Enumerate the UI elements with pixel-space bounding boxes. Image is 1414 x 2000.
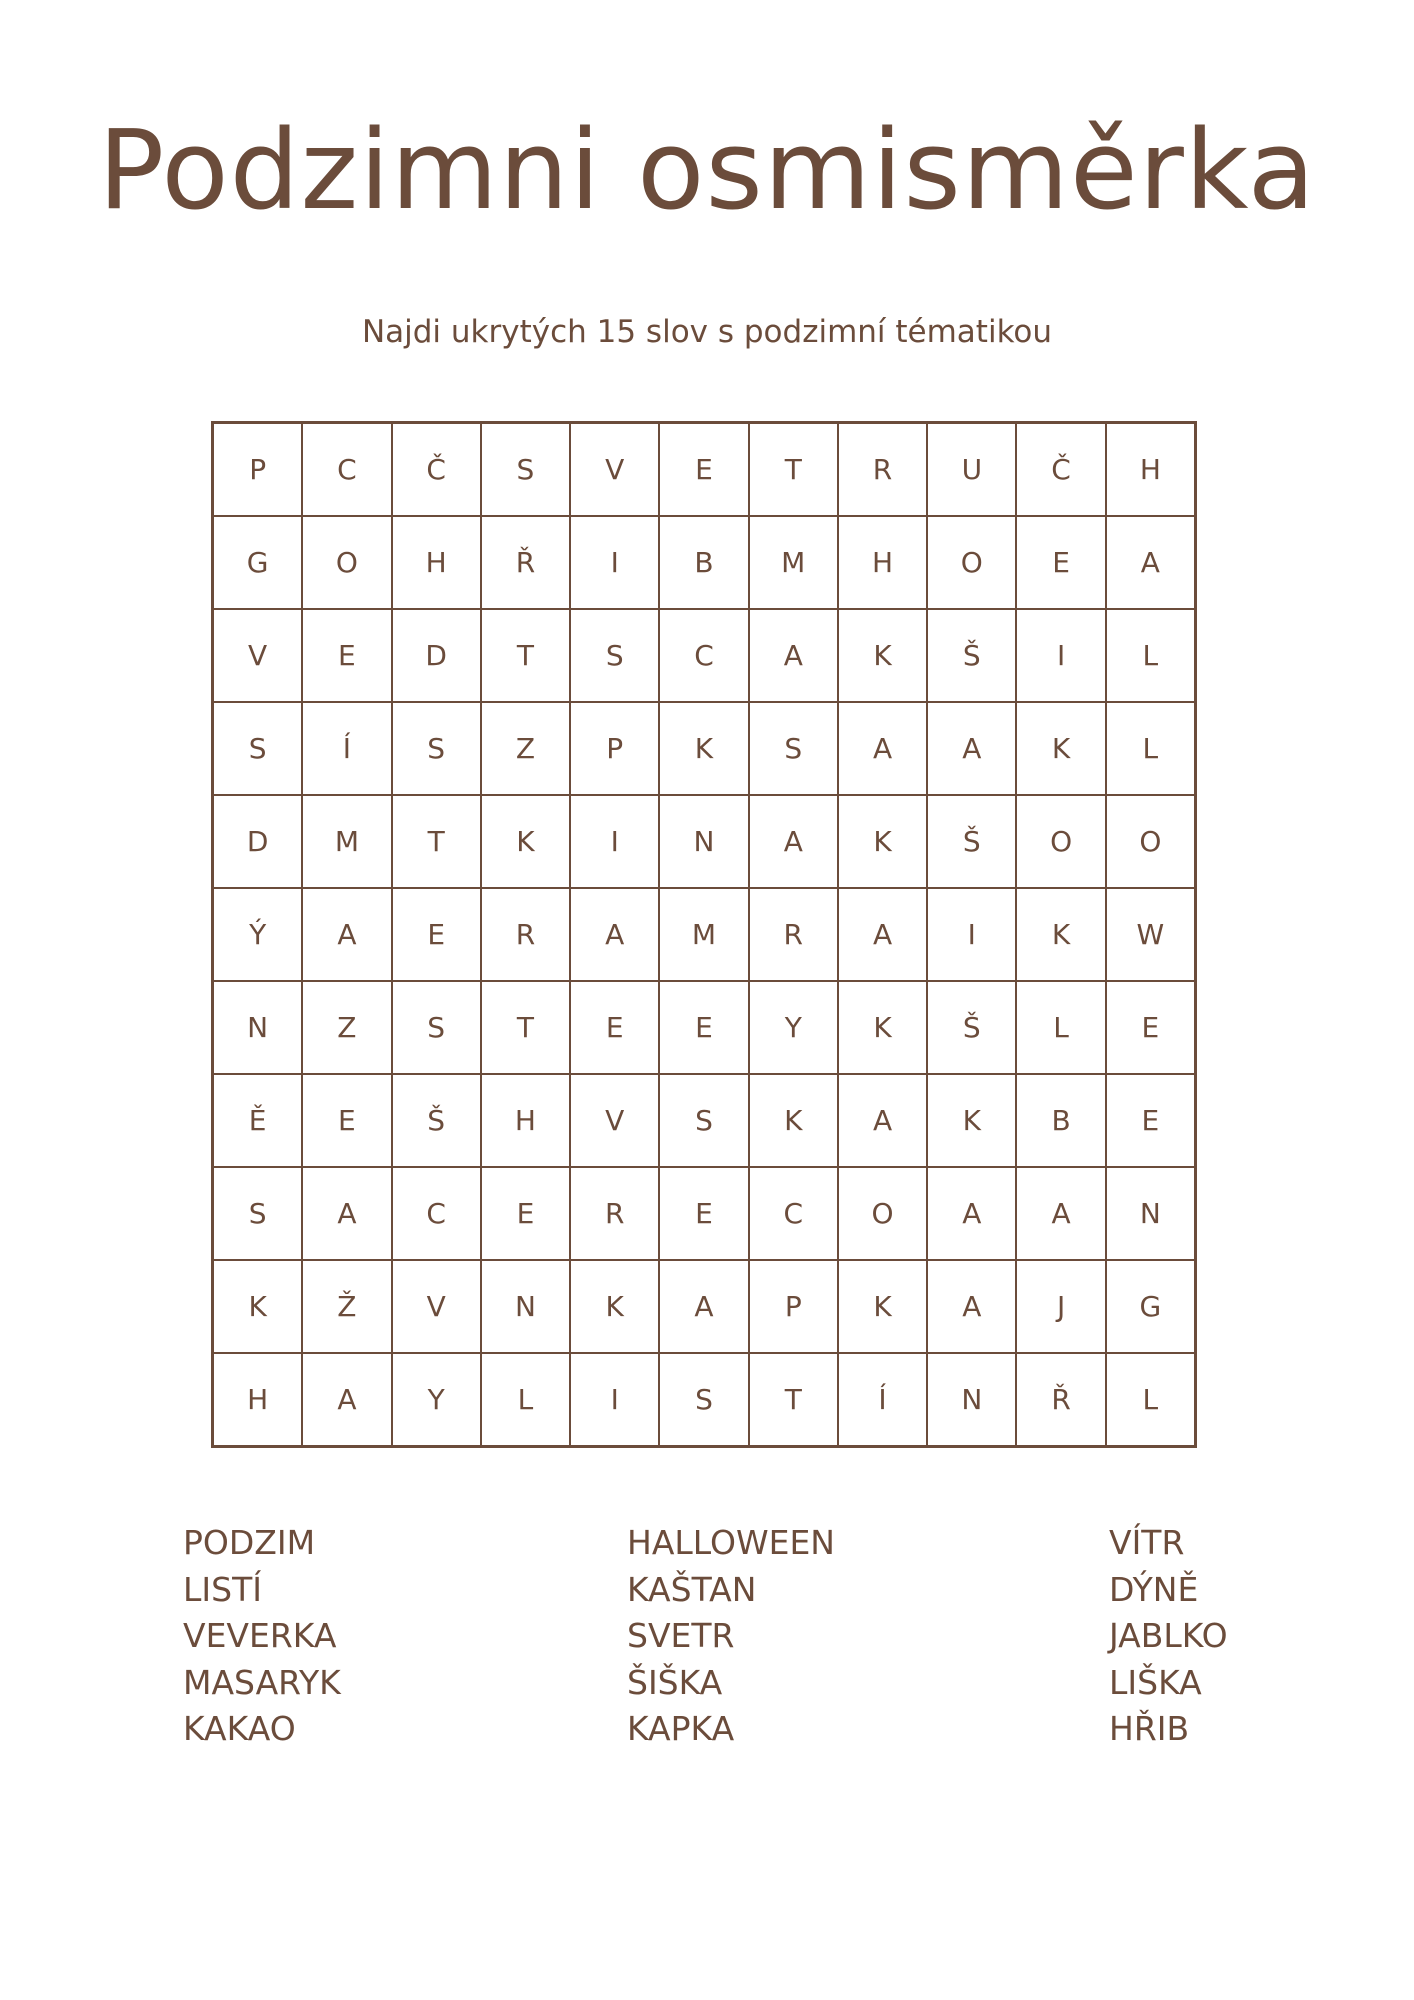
- grid-cell: I: [1016, 609, 1105, 702]
- grid-cell: H: [392, 516, 481, 609]
- grid-cell: S: [481, 423, 570, 516]
- grid-cell: T: [392, 795, 481, 888]
- grid-cell: K: [659, 702, 748, 795]
- grid-cell: K: [838, 1260, 927, 1353]
- grid-cell: T: [481, 609, 570, 702]
- grid-cell: Ě: [213, 1074, 302, 1167]
- grid-cell: N: [1106, 1167, 1195, 1260]
- grid-cell: K: [838, 609, 927, 702]
- grid-cell: E: [570, 981, 659, 1074]
- word-item: MASARYK: [183, 1662, 341, 1702]
- grid-cell: Ř: [1016, 1353, 1105, 1446]
- grid-cell: V: [392, 1260, 481, 1353]
- word-item: VEVERKA: [183, 1616, 337, 1655]
- grid-cell: A: [1016, 1167, 1105, 1260]
- grid-cell: L: [1106, 609, 1195, 702]
- grid-cell: N: [213, 981, 302, 1074]
- word-item: KAKAO: [183, 1709, 296, 1748]
- word-item: SVETR: [627, 1616, 735, 1655]
- grid-cell: E: [302, 1074, 391, 1167]
- grid-cell: T: [749, 1353, 838, 1446]
- grid-cell: A: [749, 609, 838, 702]
- grid-cell: Y: [749, 981, 838, 1074]
- grid-cell: R: [570, 1167, 659, 1260]
- page-title: Podzimni osmisměrka: [97, 106, 1317, 234]
- grid-cell: O: [1016, 795, 1105, 888]
- grid-cell: Š: [927, 795, 1016, 888]
- grid-cell: G: [1106, 1260, 1195, 1353]
- grid-cell: O: [1106, 795, 1195, 888]
- grid-cell: A: [659, 1260, 748, 1353]
- grid-cell: E: [1106, 1074, 1195, 1167]
- grid-cell: Ř: [481, 516, 570, 609]
- grid-cell: E: [1106, 981, 1195, 1074]
- grid-cell: M: [749, 516, 838, 609]
- grid-cell: K: [481, 795, 570, 888]
- grid-cell: R: [838, 423, 927, 516]
- grid-cell: V: [213, 609, 302, 702]
- grid-cell: A: [749, 795, 838, 888]
- grid-cell: P: [213, 423, 302, 516]
- grid-cell: Š: [927, 609, 1016, 702]
- grid-cell: A: [302, 1353, 391, 1446]
- grid-cell: N: [481, 1260, 570, 1353]
- grid-cell: A: [570, 888, 659, 981]
- grid-cell: R: [481, 888, 570, 981]
- grid-cell: C: [659, 609, 748, 702]
- grid-cell: A: [838, 1074, 927, 1167]
- grid-cell: A: [302, 888, 391, 981]
- grid-cell: A: [302, 1167, 391, 1260]
- grid-cell: Ý: [213, 888, 302, 981]
- grid-cell: P: [749, 1260, 838, 1353]
- grid-cell: K: [838, 795, 927, 888]
- grid-cell: S: [392, 702, 481, 795]
- grid-cell: K: [570, 1260, 659, 1353]
- word-item: DÝNĚ: [1109, 1569, 1199, 1609]
- word-item: PODZIM: [183, 1523, 316, 1562]
- grid-cell: L: [1106, 1353, 1195, 1446]
- grid-cell: E: [392, 888, 481, 981]
- word-item: LISTÍ: [183, 1569, 262, 1609]
- grid-cell: N: [927, 1353, 1016, 1446]
- grid-cell: Č: [1016, 423, 1105, 516]
- grid-cell: V: [570, 423, 659, 516]
- grid-cell: K: [927, 1074, 1016, 1167]
- word-list-column-3: [1109, 1520, 1228, 1753]
- grid-cell: A: [838, 702, 927, 795]
- grid-cell: A: [927, 702, 1016, 795]
- word-item: ŠIŠKA: [627, 1662, 723, 1702]
- word-item: JABLKO: [1109, 1616, 1228, 1655]
- grid-cell: Í: [302, 702, 391, 795]
- grid-cell: L: [1016, 981, 1105, 1074]
- grid-cell: D: [213, 795, 302, 888]
- grid-cell: K: [1016, 888, 1105, 981]
- grid-cell: S: [659, 1353, 748, 1446]
- grid-cell: E: [302, 609, 391, 702]
- word-item: LIŠKA: [1109, 1662, 1202, 1702]
- word-item: HALLOWEEN: [627, 1523, 835, 1562]
- grid-cell: A: [838, 888, 927, 981]
- grid-cell: H: [213, 1353, 302, 1446]
- grid-cell: M: [659, 888, 748, 981]
- grid-cell: Y: [392, 1353, 481, 1446]
- grid-cell: C: [749, 1167, 838, 1260]
- grid-cell: T: [481, 981, 570, 1074]
- word-item: KAŠTAN: [627, 1569, 757, 1609]
- grid-cell: S: [659, 1074, 748, 1167]
- grid-cell: K: [213, 1260, 302, 1353]
- word-list-column-2: [627, 1520, 835, 1753]
- grid-cell: E: [659, 423, 748, 516]
- grid-cell: N: [659, 795, 748, 888]
- grid-cell: E: [481, 1167, 570, 1260]
- grid-cell: L: [481, 1353, 570, 1446]
- grid-cell: B: [659, 516, 748, 609]
- word-list-column-1: [183, 1520, 341, 1753]
- grid-cell: S: [213, 1167, 302, 1260]
- grid-cell: V: [570, 1074, 659, 1167]
- word-item: HŘIB: [1109, 1709, 1190, 1748]
- grid-cell: I: [570, 795, 659, 888]
- word-search-grid: [211, 421, 1197, 1448]
- grid-cell: Ž: [302, 1260, 391, 1353]
- grid-cell: A: [927, 1167, 1016, 1260]
- grid-cell: A: [927, 1260, 1016, 1353]
- grid-cell: E: [659, 1167, 748, 1260]
- grid-cell: D: [392, 609, 481, 702]
- word-item: VÍTR: [1109, 1523, 1185, 1562]
- grid-cell: Z: [302, 981, 391, 1074]
- grid-cell: G: [213, 516, 302, 609]
- grid-cell: H: [481, 1074, 570, 1167]
- grid-cell: B: [1016, 1074, 1105, 1167]
- grid-cell: E: [1016, 516, 1105, 609]
- grid-cell: M: [302, 795, 391, 888]
- grid-cell: W: [1106, 888, 1195, 981]
- grid-cell: I: [570, 1353, 659, 1446]
- grid-cell: Č: [392, 423, 481, 516]
- grid-cell: H: [838, 516, 927, 609]
- grid-cell: Í: [838, 1353, 927, 1446]
- grid-cell: K: [838, 981, 927, 1074]
- grid-cell: Š: [392, 1074, 481, 1167]
- subtitle: Najdi ukrytých 15 slov s podzimní tématikou: [361, 314, 1053, 350]
- grid-cell: K: [1016, 702, 1105, 795]
- grid-cell: Z: [481, 702, 570, 795]
- grid-cell: O: [838, 1167, 927, 1260]
- grid-cell: U: [927, 423, 1016, 516]
- grid-cell: E: [659, 981, 748, 1074]
- grid-cell: I: [927, 888, 1016, 981]
- grid-cell: J: [1016, 1260, 1105, 1353]
- grid-cell: C: [302, 423, 391, 516]
- grid-cell: S: [749, 702, 838, 795]
- grid-cell: H: [1106, 423, 1195, 516]
- grid-cell: O: [302, 516, 391, 609]
- grid-cell: O: [927, 516, 1016, 609]
- grid-cell: Š: [927, 981, 1016, 1074]
- grid-cell: S: [392, 981, 481, 1074]
- word-item: KAPKA: [627, 1709, 735, 1748]
- grid-cell: R: [749, 888, 838, 981]
- grid-cell: K: [749, 1074, 838, 1167]
- grid-cell: A: [1106, 516, 1195, 609]
- word-list: [0, 1520, 1414, 1770]
- grid-cell: C: [392, 1167, 481, 1260]
- grid-cell: I: [570, 516, 659, 609]
- grid-cell: T: [749, 423, 838, 516]
- grid-cell: S: [213, 702, 302, 795]
- grid-cell: L: [1106, 702, 1195, 795]
- grid-cell: S: [570, 609, 659, 702]
- grid-cell: P: [570, 702, 659, 795]
